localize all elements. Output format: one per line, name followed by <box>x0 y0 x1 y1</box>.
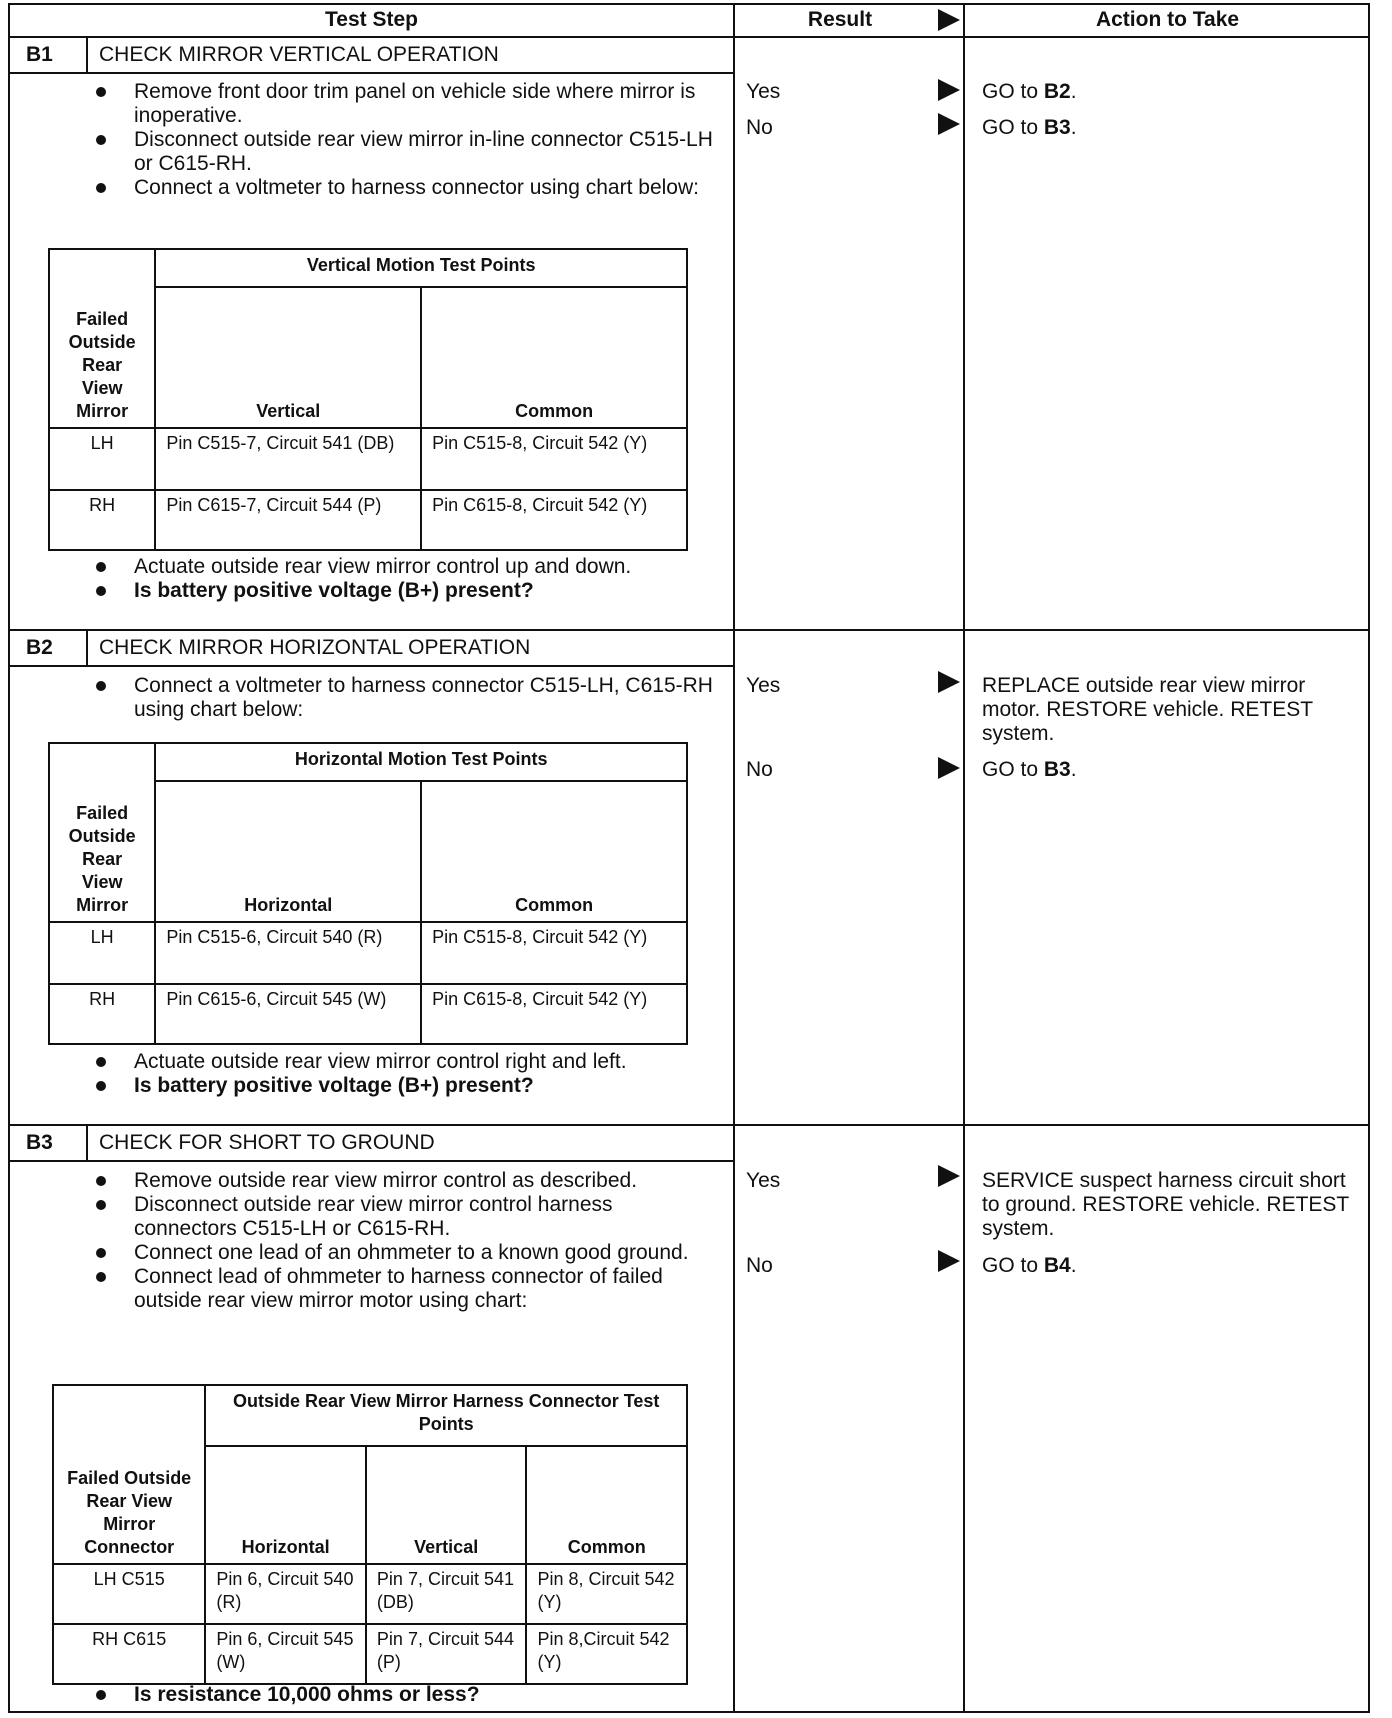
column-header-cell: Common <box>526 1446 687 1564</box>
action-text: . <box>1070 116 1077 139</box>
step-b1-title: CHECK MIRROR VERTICAL OPERATION <box>99 43 499 66</box>
col-divider-step-result <box>733 3 735 1713</box>
column-header-cell: Vertical <box>155 287 421 428</box>
table-cell: Pin C615-7, Circuit 544 (P) <box>155 490 421 550</box>
bullet-item: Remove front door trim panel on vehicle side where mirror is inoperative. <box>94 80 714 128</box>
action-text: SERVICE suspect harness circuit short to ground. RESTORE vehicle. RETEST system. <box>982 1169 1349 1240</box>
step-b1-id: B1 <box>26 43 53 66</box>
action-text: GO to <box>982 758 1044 781</box>
result-arrow-icon <box>938 113 960 135</box>
bullet-item: Connect lead of ohmmeter to harness connector of failed outside rear view mirror motor using chart: <box>94 1265 714 1313</box>
row-label-cell: RH C615 <box>53 1624 205 1684</box>
step-b1-result-yes: Yes <box>746 80 781 103</box>
step-b2-bullets-after <box>94 1050 674 1098</box>
action-text: . <box>1070 80 1077 103</box>
step-b2-title-bottom <box>8 665 735 667</box>
horizontal-motion-test-table <box>48 742 688 1045</box>
harness-connector-test-table <box>52 1384 688 1685</box>
result-arrow-icon <box>938 79 960 101</box>
col-divider-result-action <box>963 3 965 1713</box>
row-label-cell: LH <box>49 922 155 984</box>
action-step-ref: B4 <box>1043 1254 1071 1277</box>
header-divider <box>8 36 1370 38</box>
step-b3-result-no: No <box>746 1254 773 1277</box>
bullet-item: Remove outside rear view mirror control as described. <box>94 1169 714 1193</box>
action-step-ref: B3 <box>1043 116 1071 139</box>
bullet-item: Disconnect outside rear view mirror in-line connector C515-LH or C615-RH. <box>94 128 714 176</box>
column-header-cell: Common <box>421 287 687 428</box>
action-text: . <box>1070 1254 1077 1277</box>
column-header-cell: Horizontal <box>205 1446 366 1564</box>
step-b1-action-no <box>982 116 1392 140</box>
row-header-cell: Failed Outside Rear View Mirror Connector <box>53 1385 205 1564</box>
step-b3-top <box>8 1124 1370 1126</box>
step-b1-bullets-before <box>94 80 714 200</box>
column-header-cell: Common <box>421 781 687 922</box>
table-cell: Pin 7, Circuit 541 (DB) <box>366 1564 527 1624</box>
step-b3-bullets-after <box>94 1683 714 1707</box>
row-label-cell: LH C515 <box>53 1564 205 1624</box>
step-b2-id-divider <box>86 629 88 666</box>
header-test-step: Test Step <box>325 8 418 31</box>
column-header-cell: Vertical <box>366 1446 527 1564</box>
action-step-ref: B2 <box>1043 80 1071 103</box>
step-b2-action-no <box>982 758 1392 782</box>
step-b1-id-divider <box>86 36 88 73</box>
table-cell: Pin 7, Circuit 544 (P) <box>366 1624 527 1684</box>
action-text: REPLACE outside rear view mirror motor. RESTORE vehicle. RETEST system. <box>982 674 1313 745</box>
bullet-question: Is resistance 10,000 ohms or less? <box>94 1683 714 1707</box>
table-cell: Pin C515-8, Circuit 542 (Y) <box>421 428 687 490</box>
row-header-cell: Failed Outside Rear View Mirror <box>49 743 155 922</box>
row-label-cell: RH <box>49 984 155 1044</box>
step-b2-result-yes: Yes <box>746 674 781 697</box>
bullet-item: Actuate outside rear view mirror control up and down. <box>94 555 674 579</box>
step-b2-title: CHECK MIRROR HORIZONTAL OPERATION <box>99 636 531 659</box>
bullet-item: Connect one lead of an ohmmeter to a known good ground. <box>94 1241 714 1265</box>
result-arrow-icon <box>938 1165 960 1187</box>
step-b3-action-no <box>982 1254 1392 1278</box>
action-text: . <box>1070 758 1077 781</box>
step-b3-id-divider <box>86 1124 88 1161</box>
table-cell: Pin C515-7, Circuit 541 (DB) <box>155 428 421 490</box>
result-arrow-icon <box>938 757 960 779</box>
bullet-question: Is battery positive voltage (B+) present? <box>94 1074 674 1098</box>
row-label-cell: RH <box>49 490 155 550</box>
step-b3-title: CHECK FOR SHORT TO GROUND <box>99 1131 435 1154</box>
step-b2-action-yes <box>982 674 1362 746</box>
header-arrow-icon <box>938 9 960 31</box>
action-step-ref: B3 <box>1043 758 1071 781</box>
table-cell: Pin C615-8, Circuit 542 (Y) <box>421 490 687 550</box>
bullet-question: Is battery positive voltage (B+) present? <box>94 579 674 603</box>
table-cell: Pin 6, Circuit 545 (W) <box>205 1624 366 1684</box>
row-label-cell: LH <box>49 428 155 490</box>
bullet-item: Connect a voltmeter to harness connector using chart below: <box>94 176 714 200</box>
table-cell: Pin 8,Circuit 542 (Y) <box>526 1624 687 1684</box>
step-b1-action-yes <box>982 80 1392 104</box>
bullet-item: Actuate outside rear view mirror control right and left. <box>94 1050 674 1074</box>
step-b2-result-no: No <box>746 758 773 781</box>
group-header-cell: Vertical Motion Test Points <box>155 249 687 287</box>
step-b3-title-bottom <box>8 1160 735 1162</box>
result-arrow-icon <box>938 671 960 693</box>
table-cell: Pin C515-6, Circuit 540 (R) <box>155 922 421 984</box>
column-header-cell: Horizontal <box>155 781 421 922</box>
step-b2-bullets-before <box>94 674 714 722</box>
step-b3-result-yes: Yes <box>746 1169 781 1192</box>
action-text: GO to <box>982 116 1044 139</box>
group-header-cell: Horizontal Motion Test Points <box>155 743 687 781</box>
action-text: GO to <box>982 1254 1044 1277</box>
table-cell: Pin C515-8, Circuit 542 (Y) <box>421 922 687 984</box>
step-b3-action-yes <box>982 1169 1364 1241</box>
bullet-item: Disconnect outside rear view mirror control harness connectors C515-LH or C615-RH. <box>94 1193 714 1241</box>
table-cell: Pin C615-6, Circuit 545 (W) <box>155 984 421 1044</box>
step-b1-bullets-after <box>94 555 674 603</box>
step-b2-id: B2 <box>26 636 53 659</box>
step-b1-title-bottom <box>8 72 735 74</box>
group-header-cell: Outside Rear View Mirror Harness Connector Test Points <box>205 1385 687 1446</box>
step-b2-top <box>8 629 1370 631</box>
table-cell: Pin 8, Circuit 542 (Y) <box>526 1564 687 1624</box>
table-cell: Pin C615-8, Circuit 542 (Y) <box>421 984 687 1044</box>
header-result: Result <box>807 8 873 31</box>
action-text: GO to <box>982 80 1044 103</box>
vertical-motion-test-table <box>48 248 688 551</box>
result-arrow-icon <box>938 1250 960 1272</box>
step-b3-bullets-before <box>94 1169 714 1313</box>
step-b1-result-no: No <box>746 116 773 139</box>
row-header-cell: Failed Outside Rear View Mirror <box>49 249 155 428</box>
step-b3-id: B3 <box>26 1131 53 1154</box>
bullet-item: Connect a voltmeter to harness connector C515-LH, C615-RH using chart below: <box>94 674 714 722</box>
header-action: Action to Take <box>1095 8 1240 31</box>
table-cell: Pin 6, Circuit 540 (R) <box>205 1564 366 1624</box>
